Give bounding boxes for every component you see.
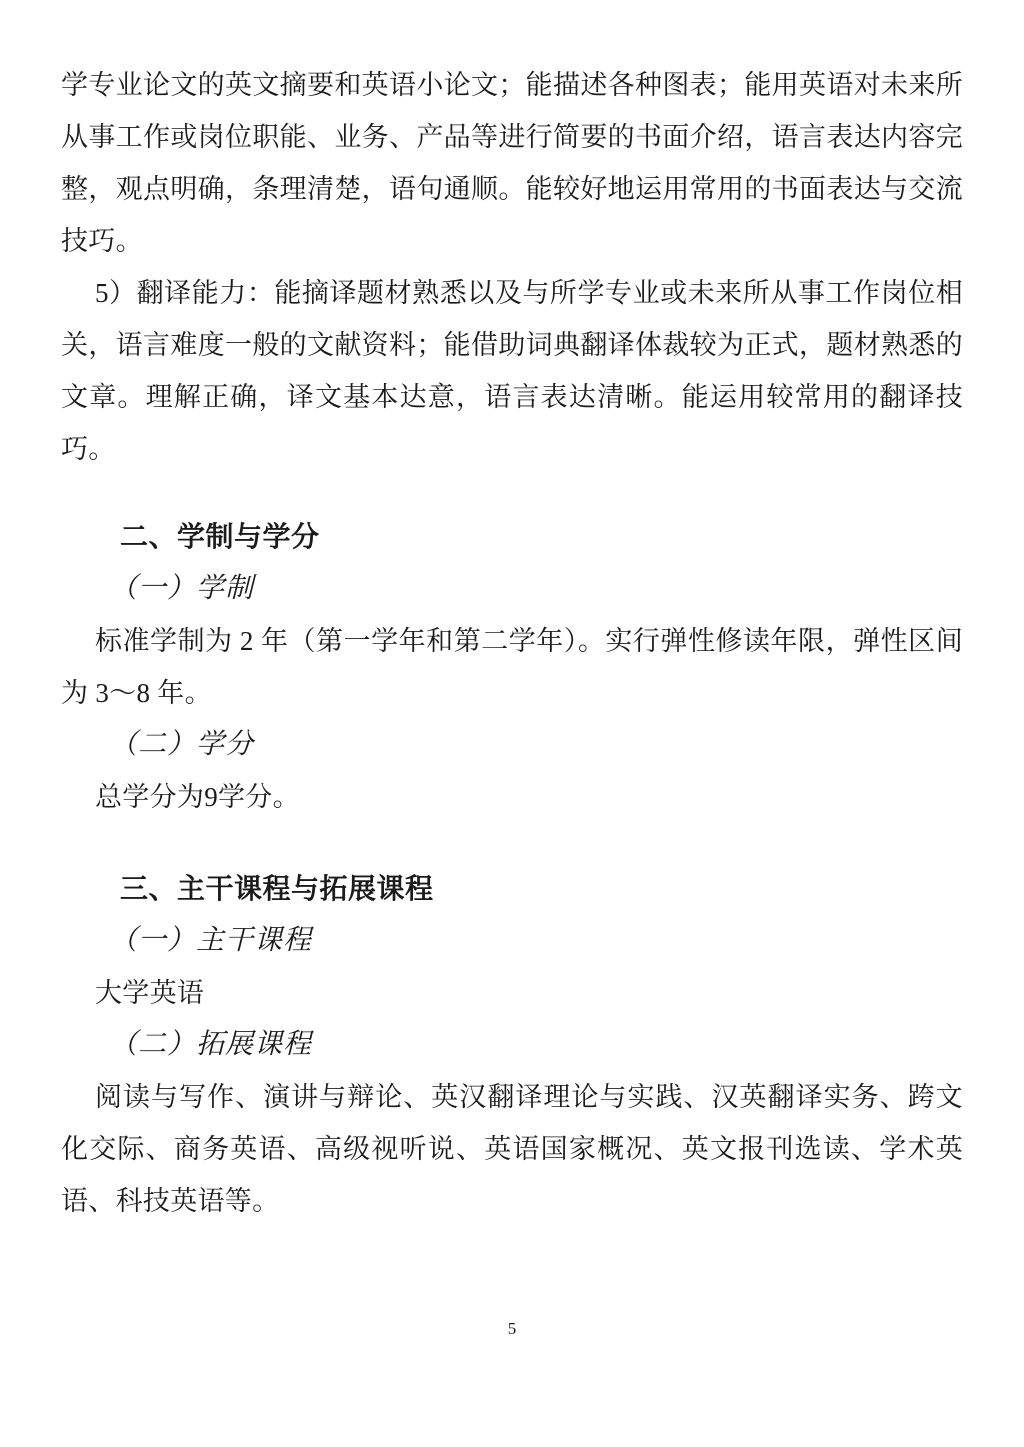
paragraph-translation-skill: 5）翻译能力：能摘译题材熟悉以及与所学专业或未来所从事工作岗位相关，语言难度一般的文献资料；能借助词典翻译体裁较为正式，题材熟悉的文章。理解正确，译文基本达意，语言表达清晰。能运用较常用的翻译技巧。	[61, 278, 963, 464]
paragraph-study-length: 标准学制为 2 年（第一学年和第二学年）。实行弹性修读年限，弹性区间为 3～8 年。	[61, 626, 963, 708]
subsection-heading-core-courses: （一）主干课程	[109, 925, 313, 956]
subsection-heading-study-length: （一）学制	[109, 573, 255, 604]
subsection-heading-extension-courses: （二）拓展课程	[109, 1029, 313, 1060]
section-heading-core-extension-courses: 三、主干课程与拓展课程	[120, 873, 434, 904]
section-heading-study-length-credits: 二、学制与学分	[120, 521, 320, 552]
paragraph-core-course: 大学英语	[95, 978, 205, 1008]
subsection-heading-credits: （二）学分	[109, 729, 255, 760]
page-number: 5	[507, 1319, 517, 1338]
paragraph-total-credits: 总学分为9学分。	[95, 782, 300, 812]
paragraph-extension-courses: 阅读与写作、演讲与辩论、英汉翻译理论与实践、汉英翻译实务、跨文化交际、商务英语、高级视听说、英语国家概况、英文报刊选读、学术英语、科技英语等。	[61, 1082, 963, 1216]
paragraph-writing-skill-continued: 学专业论文的英文摘要和英语小论文；能描述各种图表；能用英语对未来所从事工作或岗位职能、业务、产品等进行简要的书面介绍，语言表达内容完整，观点明确，条理清楚，语句通顺。能较好地运用常用的书面表达与交流技巧。	[61, 70, 963, 256]
